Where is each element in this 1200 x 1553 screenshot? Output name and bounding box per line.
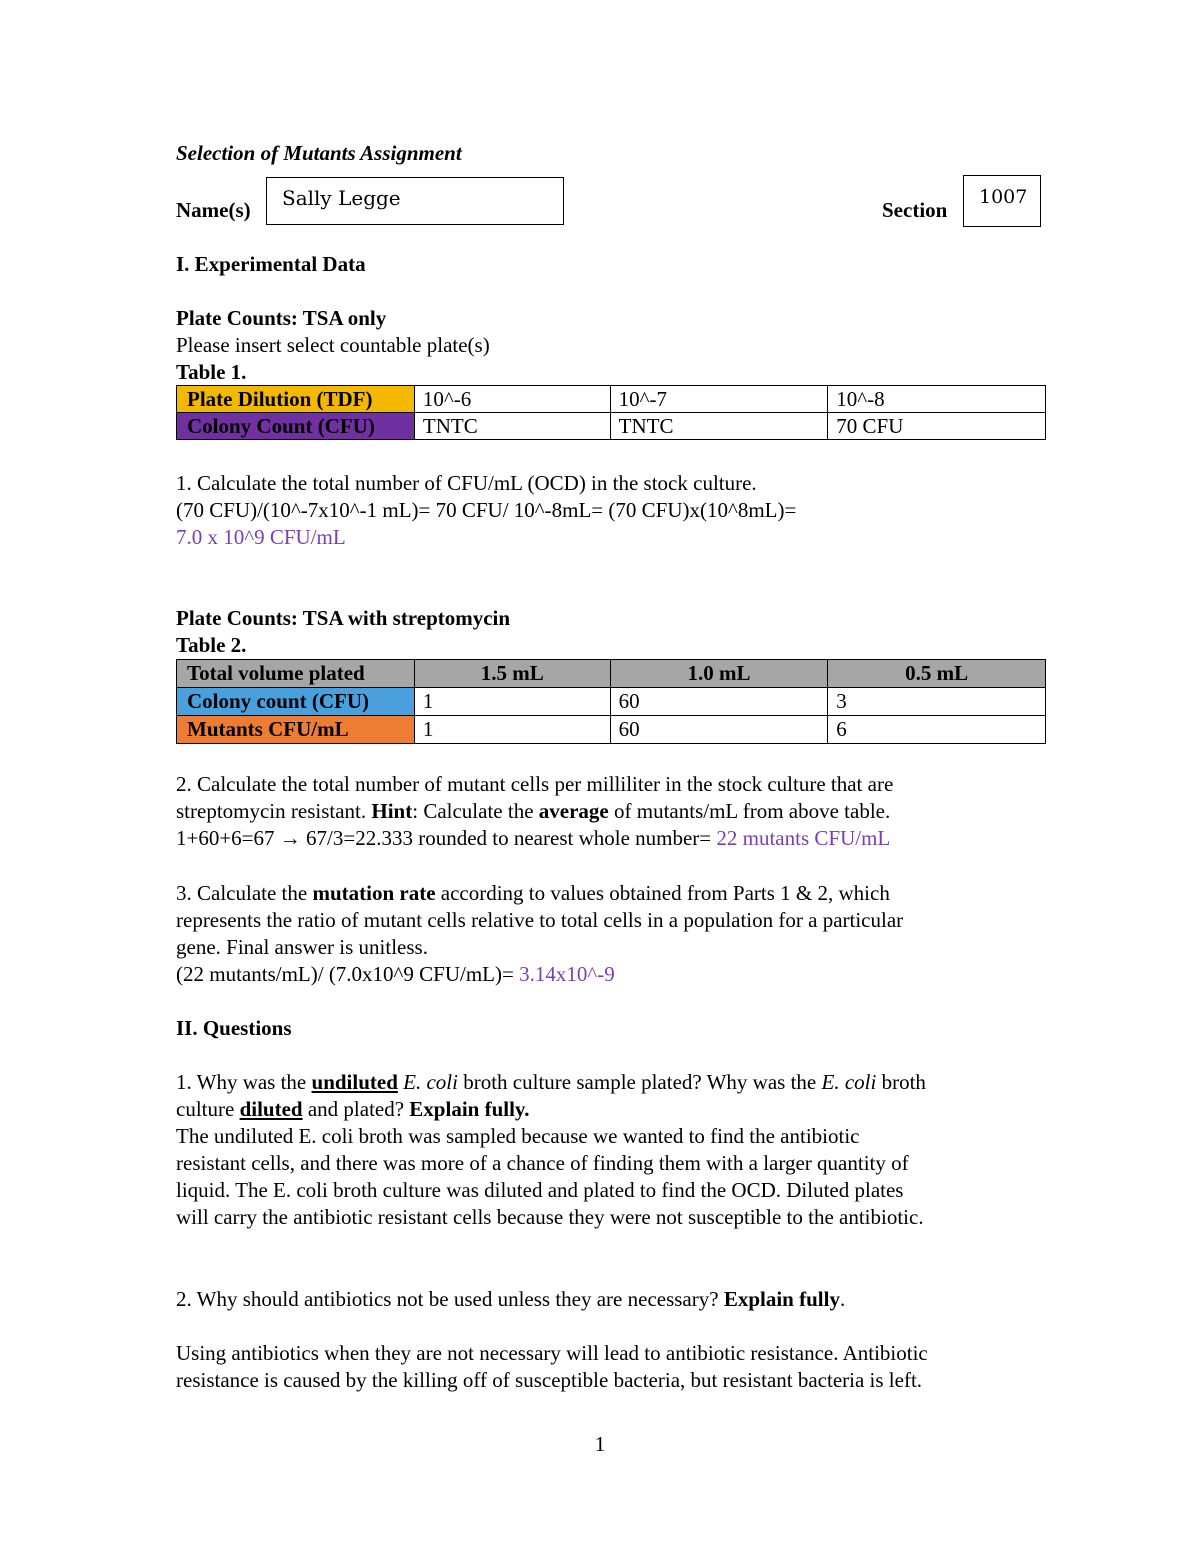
part1-question-3-line2: represents the ratio of mutant cells relative to total cells in a population for a particular: [176, 908, 904, 932]
arrow-right-icon: →: [279, 826, 301, 850]
table-row-header: Mutants CFU/mL: [177, 716, 415, 744]
text-span: culture: [176, 1097, 240, 1121]
answer-line: The undiluted E. coli broth was sampled because we wanted to find the antibiotic: [176, 1124, 860, 1148]
table-row-header: Colony count (CFU): [177, 688, 415, 716]
table-row: [177, 386, 1046, 413]
undiluted-emphasis: undiluted: [311, 1070, 398, 1094]
part1-question-1-answer: 7.0 x 10^9 CFU/mL: [176, 525, 346, 549]
text-span: according to values obtained from Parts 1 & 2, which: [435, 881, 890, 905]
part1-question-3-answer: 3.14x10^-9: [519, 962, 615, 986]
table-column-header: 1.0 mL: [610, 660, 828, 688]
hint-label: Hint: [371, 799, 413, 823]
table-column-header: 1.5 mL: [414, 660, 610, 688]
table-column-header: 0.5 mL: [828, 660, 1046, 688]
section-label: Section: [882, 198, 948, 222]
table-cell: 70 CFU: [828, 413, 1046, 440]
table-row: [177, 413, 1046, 440]
answer-line: will carry the antibiotic resistant cells because they were not susceptible to the antibiotic.: [176, 1205, 924, 1229]
part1-question-2-line1: 2. Calculate the total number of mutant cells per milliliter in the stock culture that are: [176, 772, 894, 796]
part2-question-2: [176, 1286, 845, 1313]
text-span: (22 mutants/mL)/ (7.0x10^9 CFU/mL)=: [176, 962, 520, 986]
table-cell: 60: [610, 688, 828, 716]
table-cell: TNTC: [414, 413, 610, 440]
table1-label: Table 1.: [176, 360, 247, 384]
average-emphasis: average: [538, 799, 609, 823]
table-cell: 10^-7: [610, 386, 828, 413]
text-span: .: [839, 1287, 846, 1311]
plate-counts-strep-heading: Plate Counts: TSA with streptomycin: [176, 606, 511, 630]
table-cell: 3: [828, 688, 1046, 716]
explain-emphasis: Explain fully.: [409, 1097, 530, 1121]
part1-question-3-line3: gene. Final answer is unitless.: [176, 935, 428, 959]
part2-question-1-line2: [176, 1096, 530, 1123]
table-header-row: [177, 660, 1046, 688]
mutation-rate-emphasis: mutation rate: [312, 881, 436, 905]
table2: [176, 659, 1046, 744]
part1-question-3-line1: [176, 880, 890, 907]
name-label: Name(s): [176, 198, 251, 222]
name-field[interactable]: [266, 177, 564, 225]
section-field[interactable]: [963, 175, 1041, 227]
table-row-header: Total volume plated: [177, 660, 415, 688]
text-span: streptomycin resistant.: [176, 799, 372, 823]
part2-question-1-line1: [176, 1069, 926, 1096]
document-title: Selection of Mutants Assignment: [176, 141, 462, 165]
table-row: [177, 716, 1046, 744]
text-span: 1+60+6=67: [176, 826, 280, 850]
species-name: E. coli: [403, 1070, 458, 1094]
answer-line: liquid. The E. coli broth culture was diluted and plated to find the OCD. Diluted plates: [176, 1178, 904, 1202]
species-name: E. coli: [821, 1070, 877, 1094]
part1-question-2-line2: [176, 798, 890, 825]
table-cell: 10^-6: [414, 386, 610, 413]
part1-question-1: 1. Calculate the total number of CFU/mL (OCD) in the stock culture.: [176, 471, 757, 495]
name-value: Sally Legge: [282, 186, 401, 210]
text-span: 2. Why should antibiotics not be used unless they are necessary?: [176, 1287, 724, 1311]
table-cell: 1: [414, 688, 610, 716]
text-span: and plated?: [302, 1097, 410, 1121]
answer-line: resistance is caused by the killing off of susceptible bacteria, but resistant bacteria is left.: [176, 1368, 923, 1392]
table1: [176, 385, 1046, 440]
table-row-header: Colony Count (CFU): [177, 413, 415, 440]
part1-question-3-work: [176, 961, 615, 988]
text-span: 3. Calculate the: [176, 881, 313, 905]
text-span: 1. Why was the: [176, 1070, 312, 1094]
table-cell: TNTC: [610, 413, 828, 440]
text-span: broth culture sample plated? Why was the: [457, 1070, 822, 1094]
part1-heading: I. Experimental Data: [176, 252, 366, 276]
text-span: broth: [876, 1070, 926, 1094]
table-cell: 60: [610, 716, 828, 744]
page-number: 1: [594, 1432, 606, 1456]
part1-question-2-work: [176, 825, 890, 852]
table-cell: 6: [828, 716, 1046, 744]
part1-question-1-work: (70 CFU)/(10^-7x10^-1 mL)= 70 CFU/ 10^-8mL= (70 CFU)x(10^8mL)=: [176, 498, 797, 522]
diluted-emphasis: diluted: [239, 1097, 303, 1121]
part2-heading: II. Questions: [176, 1016, 292, 1040]
answer-line: resistant cells, and there was more of a chance of finding them with a larger quantity of: [176, 1151, 909, 1175]
table-row: [177, 688, 1046, 716]
table-cell: 10^-8: [828, 386, 1046, 413]
text-span: 67/3=22.333 rounded to nearest whole number=: [300, 826, 717, 850]
text-span: : Calculate the: [412, 799, 539, 823]
text-span: of mutants/mL from above table.: [608, 799, 891, 823]
table-row-header: Plate Dilution (TDF): [177, 386, 415, 413]
explain-emphasis: Explain fully: [723, 1287, 840, 1311]
table2-label: Table 2.: [176, 633, 247, 657]
answer-line: Using antibiotics when they are not necessary will lead to antibiotic resistance. Antibiotic: [176, 1341, 928, 1365]
table-cell: 1: [414, 716, 610, 744]
plate-counts-tsa-heading: Plate Counts: TSA only: [176, 306, 387, 330]
instruction-text: Please insert select countable plate(s): [176, 333, 490, 357]
section-value: 1007: [979, 186, 1028, 208]
part1-question-2-answer: 22 mutants CFU/mL: [716, 826, 891, 850]
